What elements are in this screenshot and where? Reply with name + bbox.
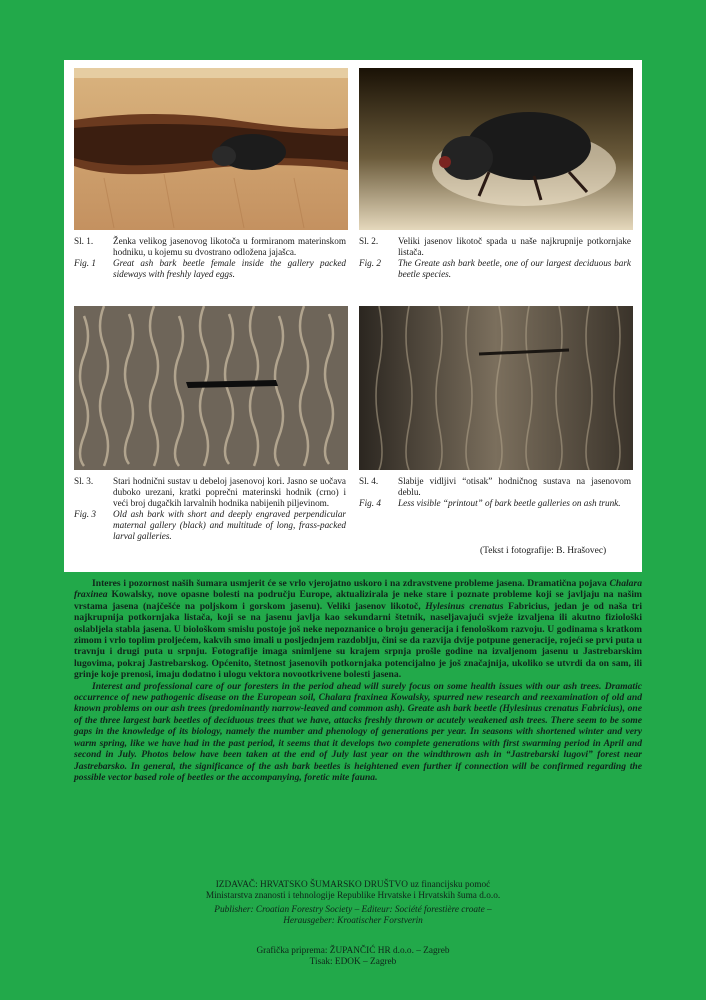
- paragraph-croatian: [74, 578, 642, 681]
- caption-fig-4: [359, 476, 631, 509]
- caption-fig-2: [359, 236, 631, 280]
- imprint-line: Grafička priprema: ŽUPANČIĆ HR d.o.o. – Zagreb: [256, 946, 450, 956]
- caption-label-hr: Sl. 2.: [359, 236, 379, 246]
- species-name: Hylesinus crenatus: [425, 600, 504, 612]
- caption-text-en: Great ash bark beetle female inside the gallery packed sideways with freshly layed eggs.: [113, 258, 346, 279]
- imprint-line: Ministarstva znanosti i tehnologije Republike Hrvatske i Hrvatskih šuma d.o.o.: [205, 891, 501, 901]
- caption-label-en: Fig. 2: [359, 258, 381, 268]
- caption-text-hr: Slabije vidljivi “otisak” hodničnog sustava na jasenovom deblu.: [398, 476, 631, 497]
- imprint-publisher: [0, 880, 706, 927]
- photo-credit: (Tekst i fotografije: B. Hrašovec): [480, 546, 607, 556]
- caption-label-hr: Sl. 1.: [74, 236, 94, 246]
- caption-fig-3: [74, 476, 346, 542]
- caption-fig-1: [74, 236, 346, 280]
- text-run: Interes i pozornost naših šumara usmjerit će se vrlo vjerojatno uskoro i na zdravstvene probleme jasena. Dramatična pojava: [92, 578, 610, 589]
- caption-label-hr: Sl. 3.: [74, 476, 94, 486]
- text-run: Kowalsky, nove opasne bolesti na području Europe, aktualizirala je neke stare i poznate probleme koji se javljaju na našim vrstama jasena (najčešće na poljskom i gorskom jasenu). Veliki jasenov likotoč,: [74, 589, 642, 612]
- photo-gallery-printout: [359, 306, 633, 470]
- imprint-line: IZDAVAČ: HRVATSKO ŠUMARSKO DRUŠTVO uz financijsku pomoć: [215, 880, 491, 890]
- caption-text-hr: Stari hodnični sustav u debeloj jasenovoj kori. Jasno se uočava duboko urezani, kratki poprečni materinski hodnik (crno) i veći broj dugačkih larvalnih hodnika nabijenih piljevinom.: [113, 476, 346, 508]
- caption-text-en: Old ash bark with short and deeply engraved perpendicular maternal gallery (black) and multitude of long, frass-packed larval galleries.: [113, 509, 346, 541]
- photo-old-bark-galleries: [74, 306, 348, 470]
- caption-label-en: Fig. 3: [74, 509, 96, 519]
- imprint-line: Tisak: EDOK – Zagreb: [309, 957, 397, 967]
- photo-beetle-closeup: [359, 68, 633, 230]
- imprint-line: Herausgeber: Kroatischer Forstverin: [283, 916, 423, 926]
- imprint-line: Publisher: Croatian Forestry Society – Editeur: Société forestière croate –: [214, 905, 492, 915]
- imprint-print: [0, 946, 706, 968]
- photo-beetle-in-gallery: [74, 68, 348, 230]
- caption-label-en: Fig. 1: [74, 258, 96, 268]
- text-run: Fabricius, jedan je od naša tri najkrupnija potkornjaka listača, koji se na jasenu javlja kao sekundarni štetnik, naseljavajući svježe izvaljena ili akutno fiziološki oslabljela stabla jasena. U biološkom smislu postoje još neke nepoznanice o broju generacija i fenološkom razvoju. U godinama s kratkom zimom i vrlo toplim proljećem, kakvih smo imali u posljednjem razdoblju, čini se da razvija dvije potpune generacije, rojeći se prvi puta u travnju i drugi puta u srpnju. Fotografije imaga snimljene su krajem srpnja prošle godine na izvaljenom jasenu u Jastrebarskim lugovima, pokraj Jastrebarskog. Općenito, štetnost jasenovih potkornjaka potencijalno je još značajnija, ukoliko se utvrdi da on sam, ili grinje koje prenosi, imaju dodatno i ulogu vektora novootkrivene bolesti jasena.: [74, 600, 642, 681]
- paragraph-english: Interest and professional care of our foresters in the period ahead will surely focus on some health issues with our ash trees. Dramatic occurrence of new pathogenic disease on the European soil, Chalara fraxinea Kowalsky, spurred new research and reexamination of old and known problems on our ash trees (predominantly narrow-leaved and common ash). Greate ash bark beetle (Hylesinus crenatus Fabricius), one of the three largest bark beetles of deciduous trees that we have, attacks freshly thrown or acutely weakened ash trees. There seem to be some gaps in the knowledge of its biology, namely the number and phenology of generations per year. In seasons with shortened winter and very warm spring, like we have had in the past period, it seems that it develops two complete generations with first swarming period in April and second in July. Photos below have been taken at the end of July last year on the windthrown ash in “Jastrebarski lugovi” forest near Jastrebarsko. In general, the significance of the ash bark beetles is heightened even further if connection will be confirmed regarding the possible vector based role of beetles or the accompanying, foretic mite fauna.: [74, 680, 642, 783]
- caption-text-hr: Ženka velikog jasenovog likotoča u formiranom materinskom hodniku, u kojemu su dvostrano odložena jajašca.: [113, 236, 346, 257]
- caption-label-en: Fig. 4: [359, 498, 381, 508]
- species-name: Chalara fraxinea: [74, 578, 642, 601]
- caption-text-en: The Greate ash bark beetle, one of our largest deciduous bark beetle species.: [398, 258, 631, 279]
- caption-label-hr: Sl. 4.: [359, 476, 379, 486]
- article-body: [74, 578, 642, 783]
- caption-text-en: Less visible “printout” of bark beetle galleries on ash trunk.: [398, 498, 621, 508]
- caption-text-hr: Veliki jasenov likotoč spada u naše najkrupnije potkornjake listača.: [398, 236, 631, 257]
